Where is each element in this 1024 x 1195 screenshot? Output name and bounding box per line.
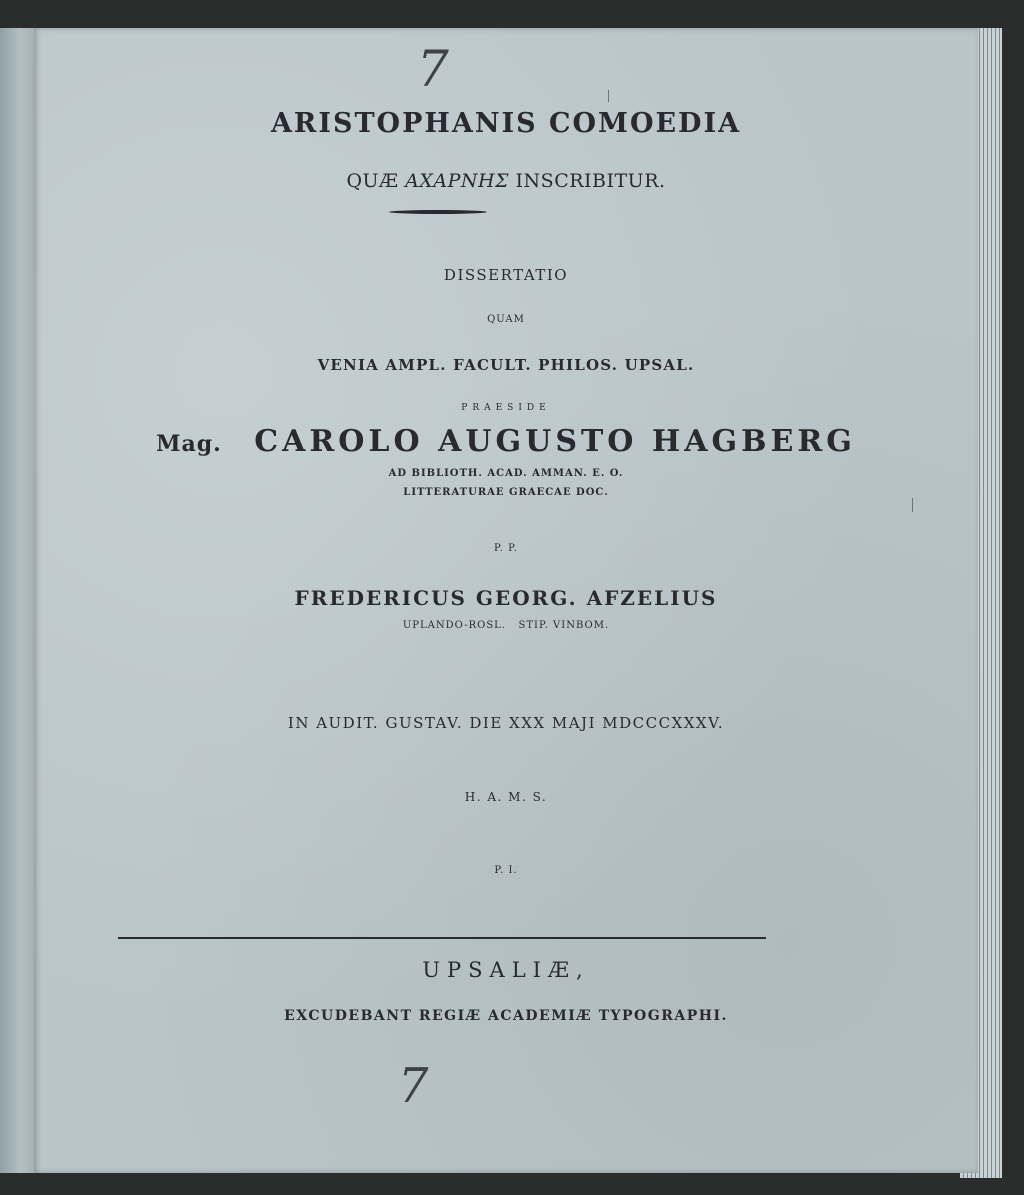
venia-line: VENIA AMPL. FACULT. PHILOS. UPSAL. xyxy=(317,356,695,374)
subtitle-inscribitur: INSCRIBITUR. xyxy=(515,170,666,192)
praeses-line xyxy=(34,424,978,459)
work-subtitle xyxy=(34,170,978,192)
ornamental-rule xyxy=(389,210,487,214)
respondens-name: FREDERICUS GEORG. AFZELIUS xyxy=(294,586,718,610)
imprint-place: UPSALIÆ, xyxy=(422,958,590,982)
subtitle-qua: QUÆ xyxy=(346,170,399,192)
pi-line: P. I. xyxy=(494,865,518,876)
praeses-title-1: AD BIBLIOTH. ACAD. AMMAN. E. O. xyxy=(388,468,624,479)
imprint-printer: EXCUDEBANT REGIÆ ACADEMIÆ TYPOGRAPHI. xyxy=(284,1008,728,1024)
praeses-name: CAROLO AUGUSTO HAGBERG xyxy=(254,424,856,459)
hams-line: H. A. M. S. xyxy=(464,790,548,804)
quam-label: QUAM xyxy=(487,314,525,325)
auditorium-line: IN AUDIT. GUSTAV. DIE XXX MAJI MDCCCXXXV. xyxy=(287,714,725,732)
respondens-origin: UPLANDO-ROSL. STIP. VINBOM. xyxy=(402,620,610,631)
handwritten-number-bottom: 7 xyxy=(398,1058,429,1114)
praeses-prefix: Mag. xyxy=(156,431,222,457)
praeside-label: PRAESIDE xyxy=(461,403,551,413)
pencil-mark xyxy=(912,498,913,512)
adjacent-page-edge xyxy=(0,28,34,1173)
dissertatio-label: DISSERTATIO xyxy=(443,266,569,284)
subtitle-greek-title: ΑΧΑΡΝΗΣ xyxy=(405,170,509,192)
work-title: ARISTOPHANIS COMOEDIA xyxy=(270,108,742,139)
pp-label: P. P. xyxy=(494,543,518,554)
praeses-title-2: LITTERATURAE GRAECAE DOC. xyxy=(403,487,609,498)
title-page xyxy=(34,28,978,1173)
pencil-mark xyxy=(608,90,609,102)
handwritten-number-top: 7 xyxy=(417,40,449,98)
imprint-rule xyxy=(118,937,766,939)
